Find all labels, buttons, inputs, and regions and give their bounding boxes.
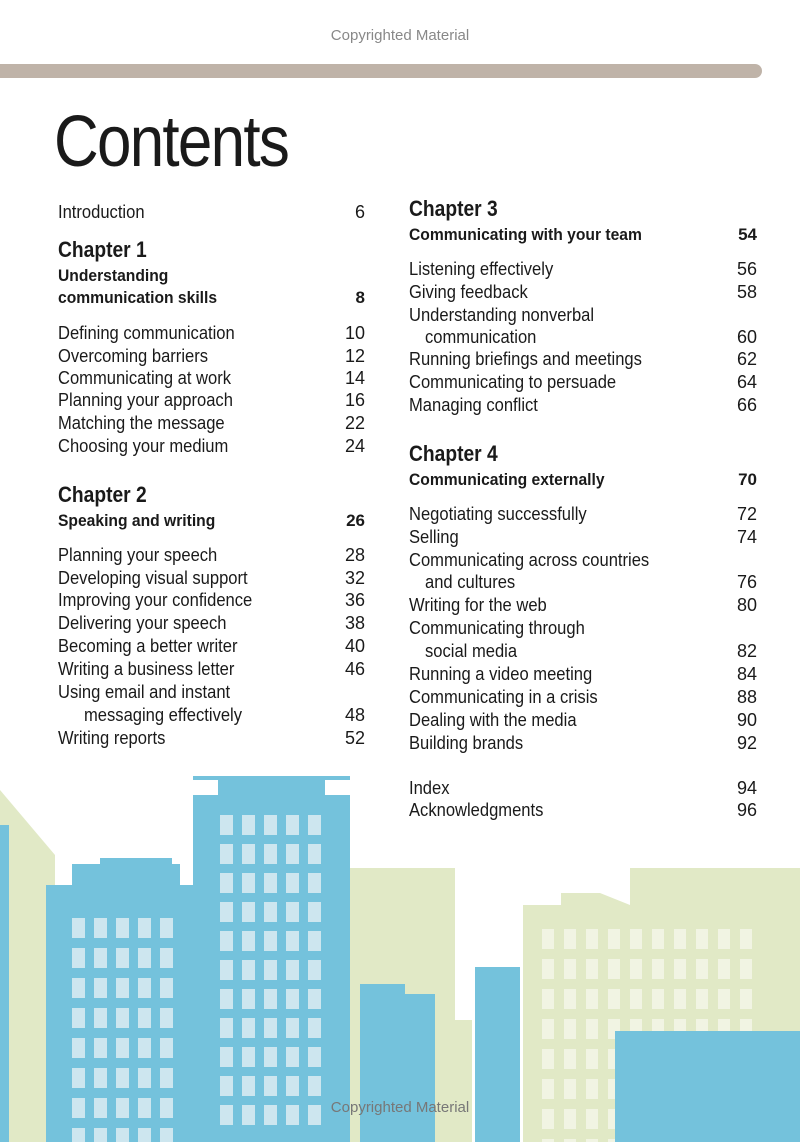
window [94, 918, 107, 938]
entry-label: Dealing with the media [409, 710, 577, 730]
entry-label: messaging effectively [84, 705, 243, 725]
entry-label: Chapter 4 [409, 441, 498, 466]
window [264, 989, 277, 1009]
entry-label: Writing reports [58, 728, 166, 748]
window [220, 1018, 233, 1038]
window [542, 1019, 554, 1039]
window [242, 1047, 255, 1067]
window [286, 1076, 299, 1096]
window [72, 918, 85, 938]
window [94, 1038, 107, 1058]
entry-label: Building brands [409, 733, 524, 753]
window [160, 1038, 173, 1058]
entry-label: Communicating at work [58, 368, 232, 388]
window [286, 1047, 299, 1067]
window [586, 989, 598, 1009]
window [586, 929, 598, 949]
window [652, 959, 664, 979]
entry-label: Overcoming barriers [58, 346, 209, 366]
entry-label: Chapter 2 [58, 482, 147, 507]
page-number: 22 [344, 413, 365, 433]
window [718, 929, 730, 949]
window [740, 989, 752, 1009]
page-number: 48 [344, 705, 365, 725]
window [220, 960, 233, 980]
window [220, 844, 233, 864]
entry-label: Matching the message [58, 413, 225, 433]
window [308, 1047, 321, 1067]
entry-label: and cultures [425, 572, 516, 592]
page-number: 10 [344, 323, 365, 343]
window [652, 929, 664, 949]
entry-label: Delivering your speech [58, 613, 227, 633]
window [220, 1076, 233, 1096]
window [674, 959, 686, 979]
building-green-annex [435, 1020, 472, 1142]
entry-label: Giving feedback [409, 282, 528, 302]
window [586, 1019, 598, 1039]
page-number: 8 [355, 288, 365, 307]
page-number: 72 [736, 504, 757, 524]
window [674, 989, 686, 1009]
page-number: 40 [344, 636, 365, 656]
page-number: 14 [344, 368, 365, 388]
copyright-watermark-top: Copyrighted Material [330, 27, 470, 44]
window [160, 918, 173, 938]
page-number: 58 [736, 282, 757, 302]
entry-label: Selling [409, 527, 459, 547]
page-number: 28 [344, 545, 365, 565]
page-number: 12 [344, 346, 365, 366]
copyright-watermark-bottom: Copyrighted Material [330, 1099, 470, 1116]
page-number: 16 [344, 390, 365, 410]
page-number: 96 [736, 800, 757, 820]
entry-label: Communicating through [409, 618, 585, 638]
page-number: 82 [736, 641, 757, 661]
window [94, 1128, 107, 1142]
window [608, 929, 620, 949]
page-number: 36 [344, 590, 365, 610]
window [608, 959, 620, 979]
page-number: 32 [344, 568, 365, 588]
window [608, 989, 620, 1009]
window [564, 989, 576, 1009]
entry-label: Running briefings and meetings [409, 349, 642, 369]
window [116, 1038, 129, 1058]
page-number: 6 [354, 202, 365, 222]
window [160, 1008, 173, 1028]
entry-label: Introduction [58, 202, 145, 222]
window [542, 929, 554, 949]
page-number: 62 [736, 349, 757, 369]
window [242, 960, 255, 980]
window [138, 1038, 151, 1058]
page-number: 70 [738, 470, 757, 489]
window [264, 960, 277, 980]
window [264, 1076, 277, 1096]
window [72, 978, 85, 998]
window [308, 902, 321, 922]
entry-label: Communicating externally [409, 470, 605, 489]
window [308, 1018, 321, 1038]
window [542, 1049, 554, 1069]
window [242, 902, 255, 922]
window [138, 1068, 151, 1088]
entry-label: Improving your confidence [58, 590, 253, 610]
entry-label: Becoming a better writer [58, 636, 238, 656]
window [138, 918, 151, 938]
window [308, 844, 321, 864]
window [308, 960, 321, 980]
window [286, 931, 299, 951]
window [308, 931, 321, 951]
entry-label: Communicating to persuade [409, 372, 617, 392]
window [264, 1018, 277, 1038]
page-number: 24 [344, 436, 365, 456]
entry-label: Running a video meeting [409, 664, 593, 684]
window [308, 989, 321, 1009]
entry-label: Listening effectively [409, 259, 554, 279]
entry-label: Chapter 3 [409, 196, 498, 221]
window [220, 873, 233, 893]
window [286, 873, 299, 893]
window [740, 959, 752, 979]
window [94, 1008, 107, 1028]
window [116, 978, 129, 998]
window [72, 948, 85, 968]
window [564, 1019, 576, 1039]
window [586, 1079, 598, 1099]
window [286, 1018, 299, 1038]
window [116, 1068, 129, 1088]
window [264, 873, 277, 893]
window [220, 815, 233, 835]
window [564, 1049, 576, 1069]
window [286, 844, 299, 864]
window [308, 873, 321, 893]
entry-label: Managing conflict [409, 395, 538, 415]
entry-label: Writing a business letter [58, 659, 235, 679]
entry-label: Planning your speech [58, 545, 218, 565]
entry-label: Negotiating successfully [409, 504, 587, 524]
window [72, 1038, 85, 1058]
page-title: Contents [54, 102, 289, 182]
entry-label: communication [425, 327, 537, 347]
window [652, 989, 664, 1009]
building-blue-front-right [615, 1031, 800, 1142]
page-number: 76 [736, 572, 757, 592]
window [242, 931, 255, 951]
window [696, 929, 708, 949]
window [220, 931, 233, 951]
window [264, 902, 277, 922]
page-number: 60 [736, 327, 757, 347]
page-number: 54 [738, 225, 757, 244]
window [138, 948, 151, 968]
page-number: 94 [736, 778, 757, 798]
window [242, 815, 255, 835]
page-number: 88 [736, 687, 757, 707]
window [220, 1047, 233, 1067]
page-number: 46 [344, 659, 365, 679]
entry-label: Chapter 1 [58, 237, 147, 262]
window [116, 1128, 129, 1142]
entry-label: Communicating across countries [409, 550, 650, 570]
window [696, 989, 708, 1009]
window [160, 1068, 173, 1088]
window [630, 929, 642, 949]
window [586, 959, 598, 979]
entry-label: social media [425, 641, 518, 661]
entry-label: Speaking and writing [58, 511, 216, 530]
window [542, 989, 554, 1009]
page-number: 52 [344, 728, 365, 748]
window [242, 1018, 255, 1038]
window [308, 815, 321, 835]
window [564, 929, 576, 949]
window [542, 1079, 554, 1099]
window [160, 1128, 173, 1142]
window [160, 948, 173, 968]
window [138, 978, 151, 998]
page-number: 66 [736, 395, 757, 415]
window [286, 902, 299, 922]
window [138, 1008, 151, 1028]
window [264, 931, 277, 951]
page-number: 74 [736, 527, 757, 547]
window [72, 1068, 85, 1088]
page-number: 64 [736, 372, 757, 392]
page-number: 90 [736, 710, 757, 730]
window [564, 1079, 576, 1099]
entry-label: Communicating in a crisis [409, 687, 598, 707]
entry-label: Using email and instant [58, 682, 231, 702]
window [586, 1049, 598, 1069]
window [286, 989, 299, 1009]
window [286, 960, 299, 980]
window [242, 989, 255, 1009]
building-blue-low [360, 984, 435, 1142]
page-number: 56 [736, 259, 757, 279]
window [94, 978, 107, 998]
page-number: 38 [344, 613, 365, 633]
window [116, 918, 129, 938]
entry-label: Communicating with your team [409, 225, 642, 244]
window [220, 989, 233, 1009]
window [116, 948, 129, 968]
entry-label: Index [409, 778, 450, 798]
window [542, 959, 554, 979]
window [740, 929, 752, 949]
entry-label: Planning your approach [58, 390, 233, 410]
entry-label: Defining communication [58, 323, 235, 343]
page-number: 92 [736, 733, 757, 753]
window [242, 1076, 255, 1096]
entry-label: Writing for the web [409, 595, 547, 615]
page-number: 26 [346, 511, 365, 530]
window [674, 929, 686, 949]
window [72, 1128, 85, 1142]
entry-label: Acknowledgments [409, 800, 544, 820]
window [220, 902, 233, 922]
header-bar [0, 64, 762, 78]
page-number: 84 [736, 664, 757, 684]
entry-label: Developing visual support [58, 568, 248, 588]
entry-label: communication skills [58, 288, 218, 307]
window [116, 1008, 129, 1028]
entry-label: Choosing your medium [58, 436, 229, 456]
window [264, 844, 277, 864]
window [264, 1047, 277, 1067]
window [718, 989, 730, 1009]
window [138, 1128, 151, 1142]
window [242, 873, 255, 893]
window [630, 989, 642, 1009]
window [264, 815, 277, 835]
window [696, 959, 708, 979]
building-blue-edge [0, 825, 9, 1142]
window [308, 1076, 321, 1096]
window [94, 948, 107, 968]
page-number: 80 [736, 595, 757, 615]
window [286, 815, 299, 835]
window [630, 959, 642, 979]
entry-label: Understanding nonverbal [409, 305, 595, 325]
window [94, 1068, 107, 1088]
window [160, 978, 173, 998]
window [242, 844, 255, 864]
window [72, 1008, 85, 1028]
window [564, 959, 576, 979]
window [718, 959, 730, 979]
entry-label: Understanding [58, 266, 169, 285]
